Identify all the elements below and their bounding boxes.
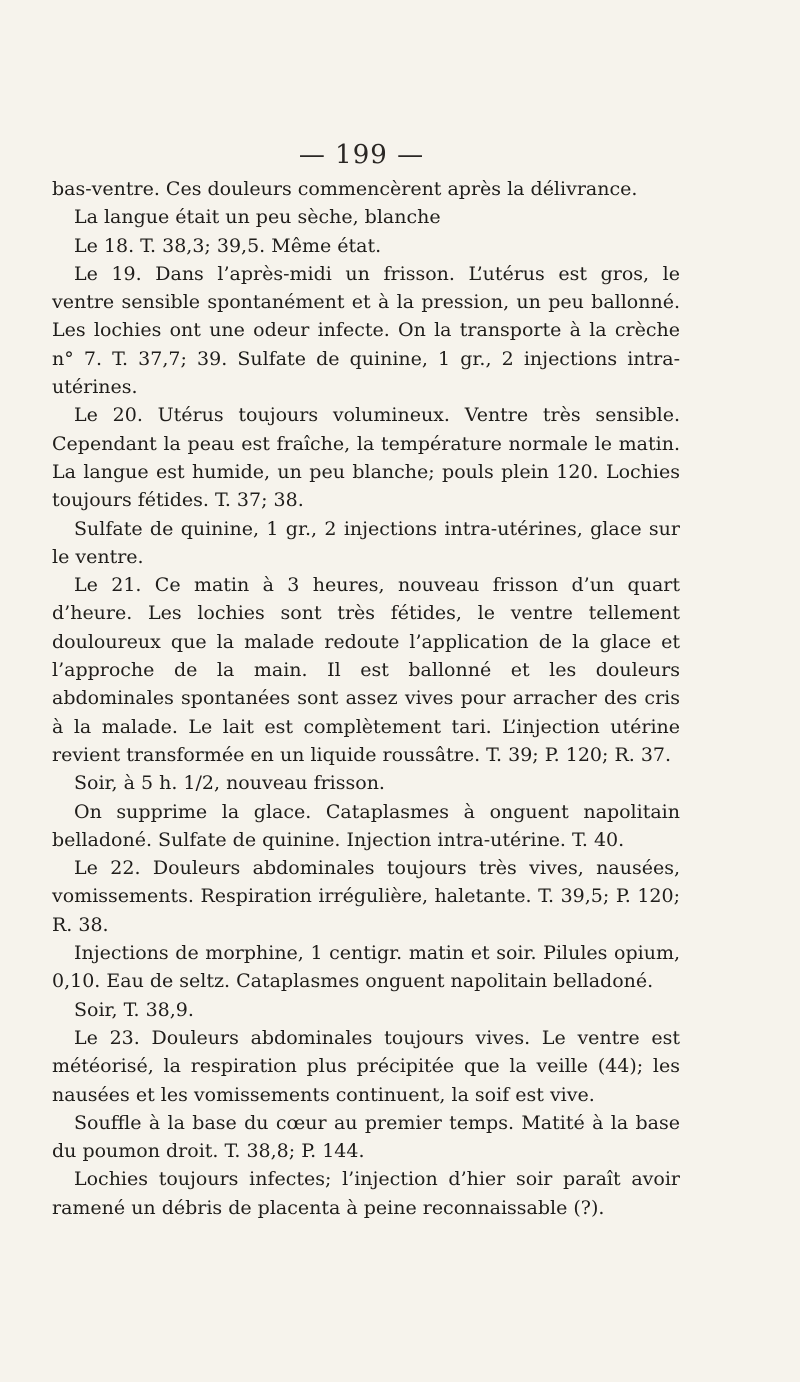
body-text: [52, 175, 680, 1222]
paragraph: Soir, T. 38,9.: [74, 998, 194, 1021]
paragraph: Le 19. Dans l’après-midi un frisson. L’utérus est gros, le ventre sensible spontanément et à la pression, un peu ballonné. Les lochies ont une odeur infecte. On la transporte à la crèche n° 7. T. 37,7; 39. Sulfate de quinine, 1 gr., 2 injections intra-utérines.: [52, 262, 680, 399]
paragraph: Le 23. Douleurs abdominales toujours vives. Le ventre est météorisé, la respiration plus précipitée que la veille (44); les nausées et les vomissements continuent, la soif est vive.: [52, 1026, 680, 1106]
paragraph: Le 18. T. 38,3; 39,5. Même état.: [74, 234, 382, 257]
page-number: — 199 —: [298, 140, 425, 170]
paragraph: La langue était un peu sèche, blanche: [74, 206, 441, 229]
paragraph: Souffle à la base du cœur au premier temps. Matité à la base du poumon droit. T. 38,8; P. 144.: [52, 1111, 680, 1163]
paragraph: Soir, à 5 h. 1/2, nouveau frisson.: [74, 772, 385, 795]
paragraph: Le 20. Utérus toujours volumineux. Ventre très sensible. Cependant la peau est fraîche, la température normale le matin. La langue est humide, un peu blanche; pouls plein 120. Lochies toujours fétides. T. 37; 38.: [52, 404, 680, 512]
paragraph: On supprime la glace. Cataplasmes à onguent napolitain belladoné. Sulfate de quinine. Injection intra-utérine. T. 40.: [52, 800, 680, 851]
paragraph: bas-ventre. Ces douleurs commencèrent après la délivrance.: [52, 178, 638, 200]
paragraph: Le 22. Douleurs abdominales toujours très vives, nausées, vomissements. Respiration irrégulière, haletante. T. 39,5; P. 120; R. 38.: [52, 857, 680, 936]
paragraph: Le 21. Ce matin à 3 heures, nouveau frisson d’un quart d’heure. Les lochies sont très fétides, le ventre tellement douloureux que la malade redoute l’application de la glace et l’approche de la main. Il est ballonné et les douleurs abdominales spontanées sont assez vives pour arracher des cris à la malade. Le lait est complètement tari. L’injection utérine revient transformée en un liquide roussâtre. T. 39; P. 120; R. 37.: [52, 574, 680, 766]
paragraph: Lochies toujours infectes; l’injection d’hier soir paraît avoir ramené un débris de placenta à peine reconnaissable (?).: [52, 1168, 680, 1219]
paragraph: Injections de morphine, 1 centigr. matin et soir. Pilules opium, 0,10. Eau de seltz. Cataplasmes onguent napolitain belladoné.: [52, 942, 680, 993]
paragraph: Sulfate de quinine, 1 gr., 2 injections intra-utérines, glace sur le ventre.: [52, 517, 680, 568]
